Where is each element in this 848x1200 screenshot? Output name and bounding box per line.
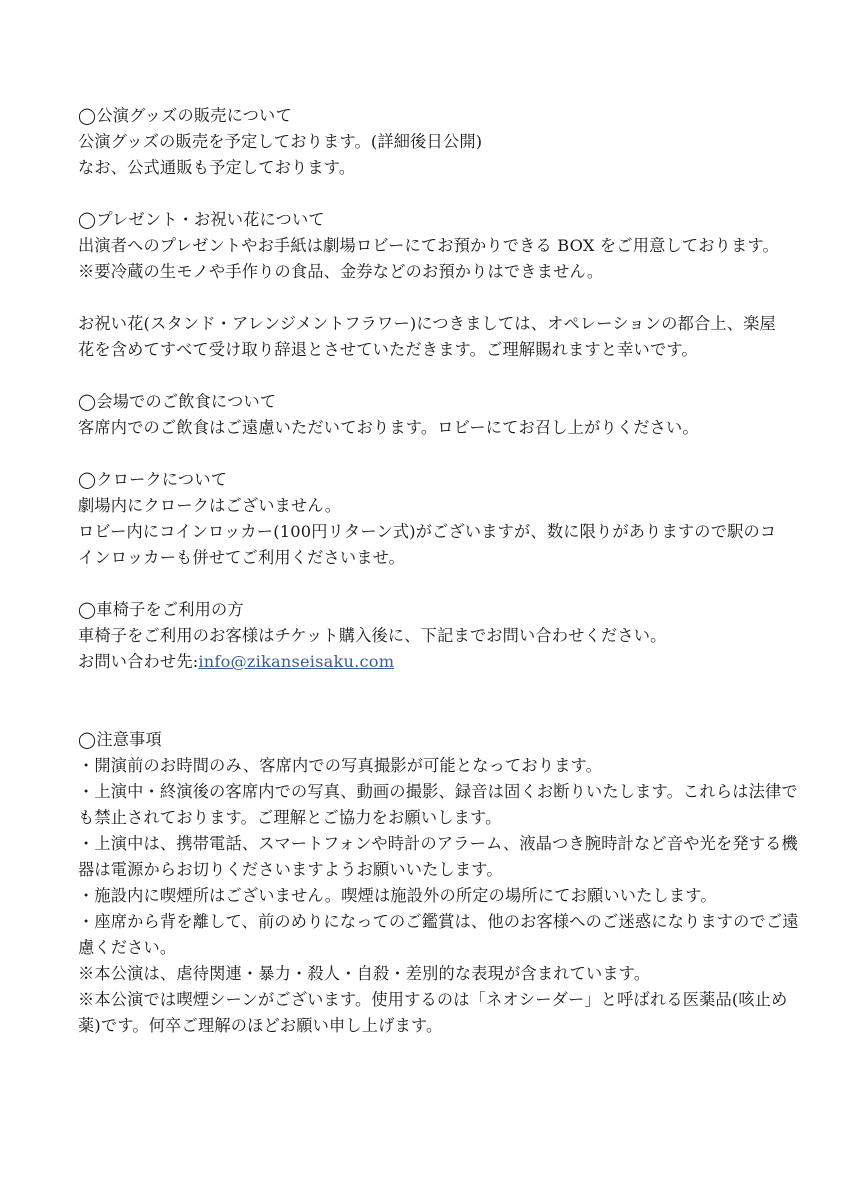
goods-heading: ◯公演グッズの販売について: [78, 106, 292, 125]
notes-text-line: 薬)です。何卒ご理解のほどお願い申し上げます。: [78, 1016, 443, 1035]
section-spacer: [78, 675, 778, 717]
present-section: [78, 207, 778, 363]
food-text-line: 客席内でのご飲食はご遠慮いただいております。ロビーにてお召し上がりください。: [78, 418, 699, 437]
section-spacer: [78, 363, 778, 389]
flowers-text-line: 花を含めてすべて受け取り辞退とさせていただきます。ご理解賜れますと幸いです。: [78, 340, 698, 359]
goods-text-line: 公演グッズの販売を予定しております。(詳細後日公開): [78, 132, 483, 151]
notes-text-line: ・開演前のお時間のみ、客席内での写真撮影が可能となっております。: [78, 756, 603, 775]
notice-document: [78, 103, 799, 1039]
section-spacer: [78, 181, 778, 207]
present-text-line: 出演者へのプレゼントやお手紙は劇場ロビーにてお預かりできる BOX をご用意しております。: [78, 236, 779, 255]
present-text-line: ※要冷蔵の生モノや手作りの食品、金券などのお預かりはできません。: [78, 262, 604, 281]
food-section: [78, 389, 778, 441]
contact-line: [78, 649, 778, 675]
notes-text-line: ・座席から背を離して、前のめりになってのご鑑賞は、他のお客様へのご迷惑になりますのでご遠: [78, 912, 799, 931]
notes-text-line: ※本公演では喫煙シーンがございます。使用するのは「ネオシーダー」と呼ばれる医薬品(咳止め: [78, 990, 788, 1009]
cloak-text-line: ロビー内にコインロッカー(100円リターン式)がございますが、数に限りがありますので駅のコ: [78, 522, 777, 541]
paragraph-spacer: [78, 285, 778, 311]
notes-text-line: 慮ください。: [78, 938, 177, 957]
notes-text-line: ・施設内に喫煙所はございません。喫煙は施設外の所定の場所にてお願いいたします。: [78, 886, 717, 905]
notes-heading: ◯注意事項: [78, 730, 162, 749]
wheelchair-heading: ◯車椅子をご利用の方: [78, 600, 244, 619]
notes-text-line: ※本公演は、虐待関連・暴力・殺人・自殺・差別的な表現が含まれています。: [78, 964, 651, 983]
present-heading: ◯プレゼント・お祝い花について: [78, 210, 325, 229]
notes-text-line: ・上演中・終演後の客席内での写真、動画の撮影、録音は固くお断りいたします。これらは法律で: [78, 782, 798, 801]
wheelchair-text-line: 車椅子をご利用のお客様はチケット購入後に、下記までお問い合わせください。: [78, 626, 667, 645]
notes-section: [78, 727, 799, 1039]
cloak-heading: ◯クロークについて: [78, 470, 228, 489]
goods-text-line: なお、公式通販も予定しております。: [78, 158, 356, 177]
wheelchair-section: [78, 597, 778, 675]
notes-text-line: も禁止されております。ご理解とご協力をお願いします。: [78, 808, 502, 827]
notes-text-line: ・上演中は、携帯電話、スマートフォンや時計のアラーム、液晶つき腕時計など音や光を発する機: [78, 834, 798, 853]
section-spacer: [78, 571, 778, 597]
cloak-section: [78, 467, 778, 571]
cloak-text-line: インロッカーも併せてご利用くださいませ。: [78, 548, 405, 567]
food-heading: ◯会場でのご飲食について: [78, 392, 277, 411]
section-spacer: [78, 441, 778, 467]
notes-text-line: 器は電源からお切りくださいますようお願いいたします。: [78, 860, 503, 879]
contact-label: お問い合わせ先:: [78, 652, 199, 671]
goods-section: [78, 103, 778, 181]
cloak-text-line: 劇場内にクロークはございません。: [78, 496, 342, 515]
flowers-text-line: お祝い花(スタンド・アレンジメントフラワー)につきましては、オペレーションの都合上、楽屋: [78, 314, 776, 333]
contact-email-link[interactable]: info@zikanseisaku.com: [198, 652, 395, 671]
section-spacer: [78, 717, 778, 727]
